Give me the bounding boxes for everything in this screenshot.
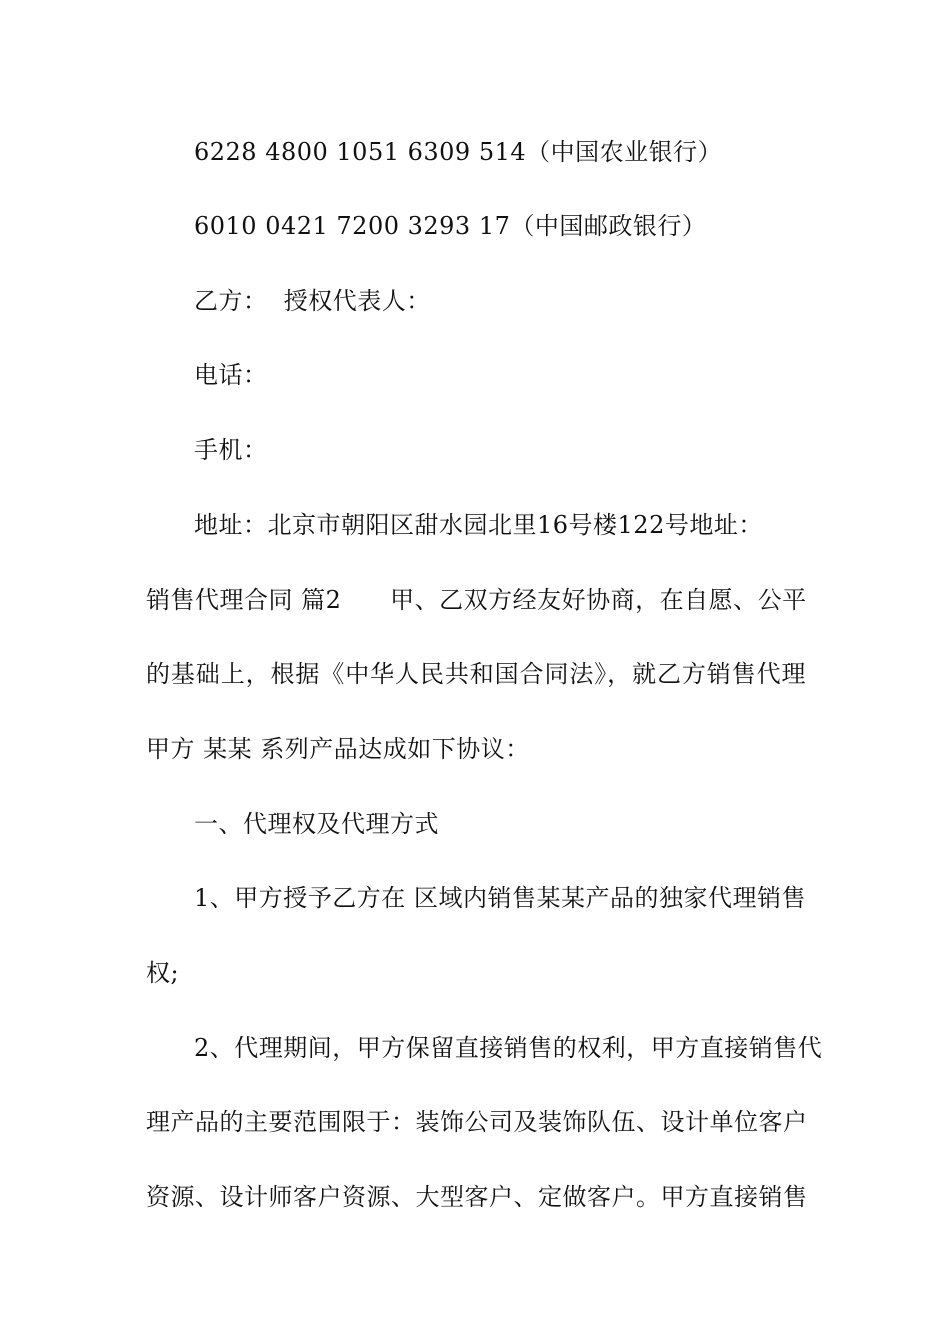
clause-2-line-1: 2、代理期间，甲方保留直接销售的权利，甲方直接销售代 xyxy=(194,1034,823,1062)
mobile-line: 手机： xyxy=(194,436,268,464)
bank-account-line-postal: 6010 0421 7200 3293 17（中国邮政银行） xyxy=(194,212,707,240)
clause-1-line-1: 1、甲方授予乙方在 区域内销售某某产品的独家代理销售 xyxy=(194,884,806,912)
party-b-representative-line: 乙方： 授权代表人： xyxy=(194,287,431,315)
phone-line: 电话： xyxy=(194,361,268,389)
address-line: 地址：北京市朝阳区甜水园北里16号楼122号地址： xyxy=(194,511,763,539)
bank-account-line-abc: 6228 4800 1051 6309 514（中国农业银行） xyxy=(194,138,723,166)
contract-title-paragraph-line-1: 销售代理合同 篇2 甲、乙双方经友好协商，在自愿、公平 xyxy=(146,586,807,614)
contract-paragraph-line-3: 甲方 某某 系列产品达成如下协议： xyxy=(146,735,530,763)
contract-paragraph-line-2: 的基础上，根据《中华人民共和国合同法》，就乙方销售代理 xyxy=(146,660,806,688)
clause-2-line-2: 理产品的主要范围限于：装饰公司及装饰队伍、设计单位客户 xyxy=(146,1108,808,1136)
clause-2-line-3: 资源、设计师客户资源、大型客户、定做客户。甲方直接销售 xyxy=(146,1183,808,1211)
clause-1-line-2: 权; xyxy=(146,959,180,987)
section-heading-agency: 一、代理权及代理方式 xyxy=(194,810,439,838)
